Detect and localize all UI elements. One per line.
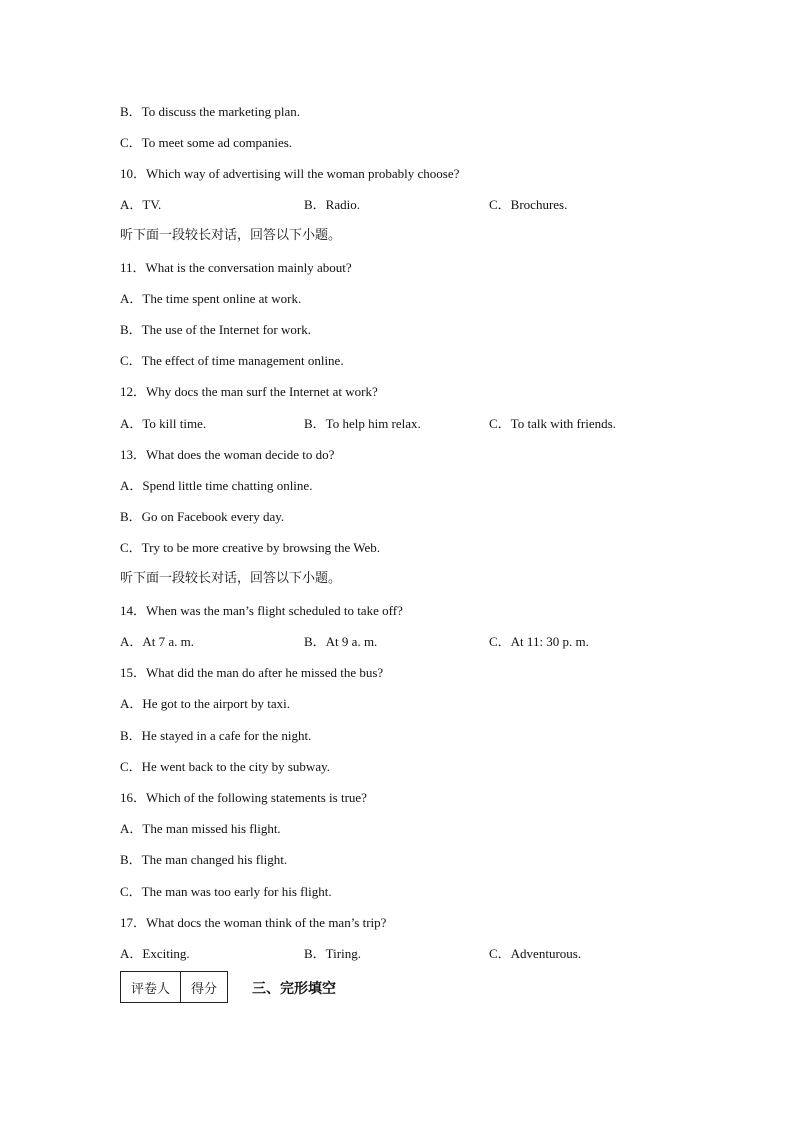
question-16-option-b: B．The man changed his flight. <box>120 852 288 867</box>
question-11-option-c: C．The effect of time management online. <box>120 353 344 368</box>
question-10: 10．Which way of advertising will the woman probably choose? <box>120 166 460 181</box>
question-10-option-a: A．TV. <box>120 197 162 212</box>
score-cell: 得分 <box>181 972 228 1003</box>
question-14-option-a: A．At 7 a. m. <box>120 634 195 649</box>
question-14: 14．When was the man’s flight scheduled to take off? <box>120 603 403 618</box>
listening-instruction: 听下面一段较长对话，回答以下小题。 <box>120 571 342 586</box>
question-15-option-c: C．He went back to the city by subway. <box>120 759 330 774</box>
score-box <box>120 971 228 1003</box>
question-16-option-a: A．The man missed his flight. <box>120 821 281 836</box>
question-11-option-a: A．The time spent online at work. <box>120 291 302 306</box>
question-17: 17．What docs the woman think of the man’s trip? <box>120 915 387 930</box>
question-12: 12．Why docs the man surf the Internet at work? <box>120 384 378 399</box>
question-15-option-a: A．He got to the airport by taxi. <box>120 696 291 711</box>
question-10-option-b: B．Radio. <box>304 197 360 212</box>
question-9-option-b: B．To discuss the marketing plan. <box>120 104 300 119</box>
question-12-option-b: B．To help him relax. <box>304 416 421 431</box>
question-15-option-b: B．He stayed in a cafe for the night. <box>120 728 312 743</box>
question-13-option-b: B．Go on Facebook every day. <box>120 509 285 524</box>
question-16-option-c: C．The man was too early for his flight. <box>120 884 332 899</box>
question-11: 11．What is the conversation mainly about? <box>120 260 352 275</box>
question-9-option-c: C．To meet some ad companies. <box>120 135 293 150</box>
reviewer-cell: 评卷人 <box>121 972 181 1003</box>
question-13-option-a: A．Spend little time chatting online. <box>120 478 313 493</box>
question-16: 16．Which of the following statements is true? <box>120 790 367 805</box>
question-13-option-c: C．Try to be more creative by browsing the Web. <box>120 540 380 555</box>
question-13: 13．What does the woman decide to do? <box>120 447 335 462</box>
question-17-option-a: A．Exciting. <box>120 946 190 961</box>
section-title: 三、完形填空 <box>252 981 336 997</box>
question-14-option-c: C．At 11: 30 p. m. <box>489 634 589 649</box>
question-12-option-c: C．To talk with friends. <box>489 416 616 431</box>
question-17-option-b: B．Tiring. <box>304 946 361 961</box>
question-10-option-c: C．Brochures. <box>489 197 568 212</box>
question-17-option-c: C．Adventurous. <box>489 946 582 961</box>
listening-instruction: 听下面一段较长对话，回答以下小题。 <box>120 228 342 243</box>
question-15: 15．What did the man do after he missed the bus? <box>120 665 384 680</box>
question-12-option-a: A．To kill time. <box>120 416 207 431</box>
question-14-option-b: B．At 9 a. m. <box>304 634 378 649</box>
question-11-option-b: B．The use of the Internet for work. <box>120 322 311 337</box>
